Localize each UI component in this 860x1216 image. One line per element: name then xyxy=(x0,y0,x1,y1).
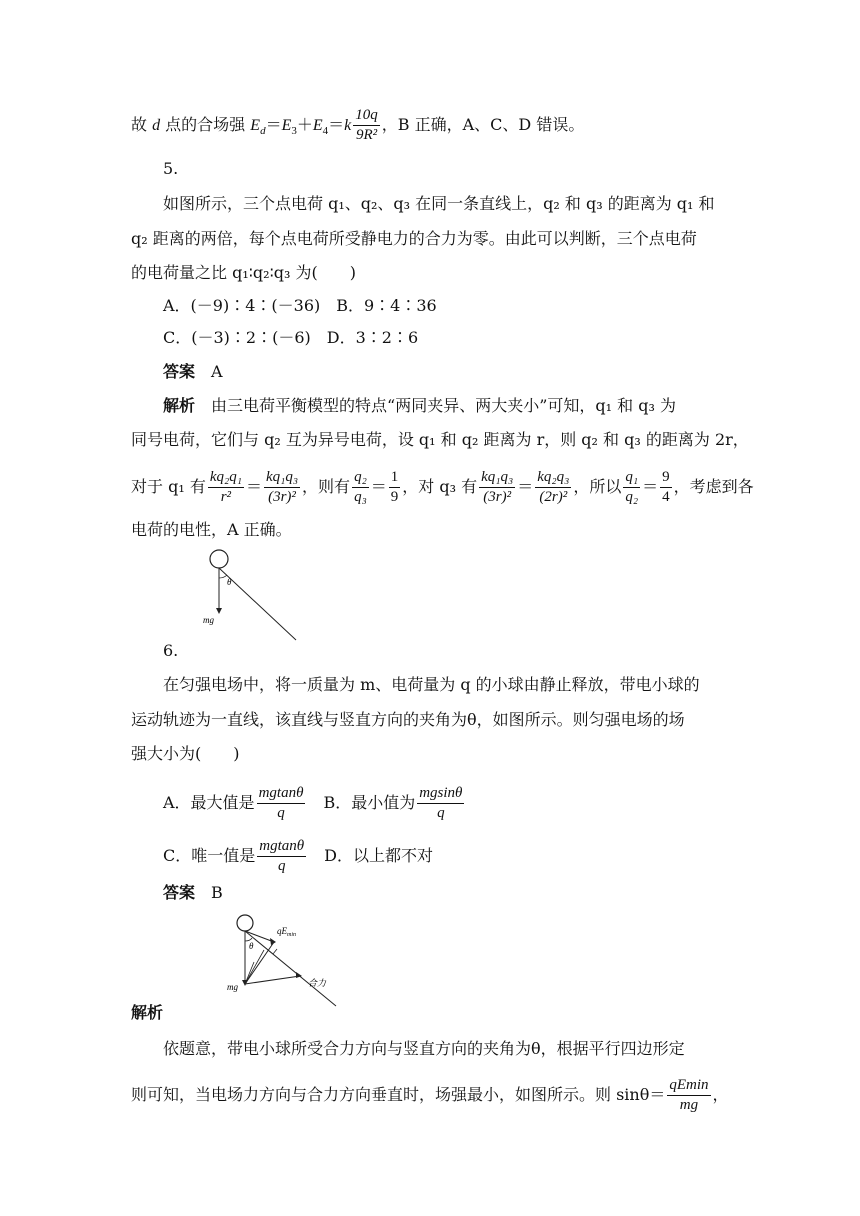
parallelogram-side-2 xyxy=(245,976,300,984)
q6-stem-line-1: 在匀强电场中，将一质量为 m、电荷量为 q 的小球由静止释放，带电小球的 xyxy=(163,675,700,694)
angle-arc xyxy=(219,575,227,578)
text: 点的合场强 xyxy=(160,115,251,134)
q5-answer-line xyxy=(163,361,223,383)
fraction: $\frac{9}{4}$ xyxy=(662,469,670,505)
q5-analysis-line-2: 同号电荷，它们与 q₂ 互为异号电荷，设 q₁ 和 q₂ 距离为 r，则 q₂ 和 q₃ 的距离为 2r， xyxy=(131,430,749,449)
math-k: k xyxy=(344,117,352,134)
option-c-fraction: $\frac{mgtan\theta}{q}$ xyxy=(259,838,305,874)
helper-line-1 xyxy=(245,950,264,984)
option-c-label: C．唯一值是 xyxy=(163,846,256,865)
fraction: $\frac{\text{kq₁q₃}}{\text{(3r)²}}$ xyxy=(481,469,514,505)
q5-stem-line-1: 如图所示，三个点电荷 q₁、q₂、q₃ 在同一条直线上，q₂ 和 q₃ 的距离为 q₁ 和 xyxy=(163,194,715,213)
option-a-fraction: $\frac{mgtan\theta}{q}$ xyxy=(258,785,304,821)
q6-analysis-line-2: 则可知，当电场力方向与合力方向垂直时，场强最小，如图所示。则 sinθ＝ $\frac{qEmin}{mg}$ ， xyxy=(131,1077,729,1113)
text: 由三电荷平衡模型的特点“两同夹异、两大夹小”可知，q₁ 和 q₃ 为 xyxy=(211,396,676,415)
q5-analysis-line-1 xyxy=(163,395,676,417)
q5-stem-line-3: 的电荷量之比 q₁∶q₂∶q₃ 为( ) xyxy=(131,263,356,282)
right-angle-marker xyxy=(268,949,277,954)
analysis-label: 解析 xyxy=(163,396,196,415)
math-Ed: $E_d$ xyxy=(250,117,266,138)
previous-conclusion-line: 故 d 点的合场强 $E_d=E_3+E_4=k$ $\frac{10q}{\text{9R²}}$ ，B 正确，A、C、D 错误。 xyxy=(131,107,585,143)
q5-analysis-line-3: 对于 q₁ 有 $\frac{\text{kq₂q₁}}{\text{r²}}$ ＝ $\frac{\text{kq₁q₃}}{\text{(3r)²}}$ ，则有 $\frac{\text{q₂}}{\text{q₃}}$ ＝ $\frac{1}{9}$ ，对 q₃ 有 $\frac{\text{kq₁q₃}}{\text{(3r)²}}$ ＝ $\frac{\text{kq₂q₃}}{\text{(2r)²}}$ ，所以 $\frac{\text{q₁}}{\text{q₂}}$ ＝ $\frac{9}{4}$ ，考虑到各 xyxy=(131,469,754,505)
fraction: $\frac{10q}{\text{9R²}}$ xyxy=(355,107,378,143)
option-b-label: B．最小值为 xyxy=(323,793,416,812)
answer-value: A xyxy=(211,362,223,381)
q5-options-cd: C．(－3)∶2∶(－6) D．3∶2∶6 xyxy=(163,328,419,347)
fraction: $\frac{\text{q₁}}{\text{q₂}}$ xyxy=(625,469,639,505)
sin-fraction: $\frac{qEmin}{mg}$ xyxy=(669,1077,709,1113)
question-number-5: 5. xyxy=(163,159,179,178)
math-E3: $E_3$ xyxy=(281,117,297,138)
q6-stem-line-2: 运动轨迹为一直线，该直线与竖直方向的夹角为θ，如图所示。则匀强电场的场 xyxy=(131,710,685,729)
mg-arrowhead xyxy=(216,608,222,614)
math-d: d xyxy=(152,117,161,134)
math-E4: $E_4$ xyxy=(312,117,329,138)
option-b-fraction: $\frac{mgsin\theta}{q}$ xyxy=(419,785,463,821)
q5-analysis-line-4: 电荷的电性，A 正确。 xyxy=(131,520,292,539)
q6-analysis-label-line xyxy=(131,1002,163,1024)
fraction: $\frac{\text{kq₂q₁}}{\text{r²}}$ xyxy=(209,469,242,505)
resultant-line xyxy=(245,931,336,1006)
ball-icon xyxy=(237,915,253,931)
fraction: $\frac{\text{kq₂q₃}}{\text{(2r)²}}$ xyxy=(537,469,570,505)
analysis-label: 解析 xyxy=(131,1003,164,1022)
q5-stem-line-2: q₂ 距离的两倍，每个点电荷所受静电力的合力为零。由此可以判断，三个点电荷 xyxy=(131,229,697,248)
q6-options-cd xyxy=(163,837,433,876)
theta-label: θ xyxy=(227,577,232,587)
q6-analysis-line-1: 依题意，带电小球所受合力方向与竖直方向的夹角为θ，根据平行四边形定 xyxy=(163,1039,685,1058)
trajectory-figure xyxy=(196,548,306,644)
question-number-6: 6. xyxy=(163,641,179,660)
q5-options-ab: A．(－9)∶4∶(－36) B．9∶4∶36 xyxy=(163,296,437,315)
resultant-label: 合力 xyxy=(308,978,327,988)
answer-label: 答案 xyxy=(163,883,196,902)
mg-label: mg xyxy=(227,982,238,992)
q6-answer-line xyxy=(163,882,223,904)
force-diagram xyxy=(224,912,344,1008)
text: ，B 正确，A、C、D 错误。 xyxy=(381,115,585,134)
answer-value: B xyxy=(211,883,223,902)
mg-label: mg xyxy=(203,615,214,625)
ball-icon xyxy=(210,550,228,568)
text: 故 xyxy=(131,115,153,134)
q6-options-ab xyxy=(163,784,466,823)
qEmin-label: $qE_{min}$ xyxy=(277,926,296,938)
q6-stem-line-3: 强大小为( ) xyxy=(131,744,240,763)
fraction: $\frac{\text{q₂}}{\text{q₃}}$ xyxy=(354,469,367,505)
fraction: $\frac{\text{kq₁q₃}}{\text{(3r)²}}$ xyxy=(265,469,299,505)
theta-label: θ xyxy=(249,941,254,951)
fraction: $\frac{1}{9}$ xyxy=(390,469,399,505)
option-d-label: D．以上都不对 xyxy=(324,846,433,865)
answer-label: 答案 xyxy=(163,362,196,381)
option-a-label: A．最大值是 xyxy=(163,793,255,812)
